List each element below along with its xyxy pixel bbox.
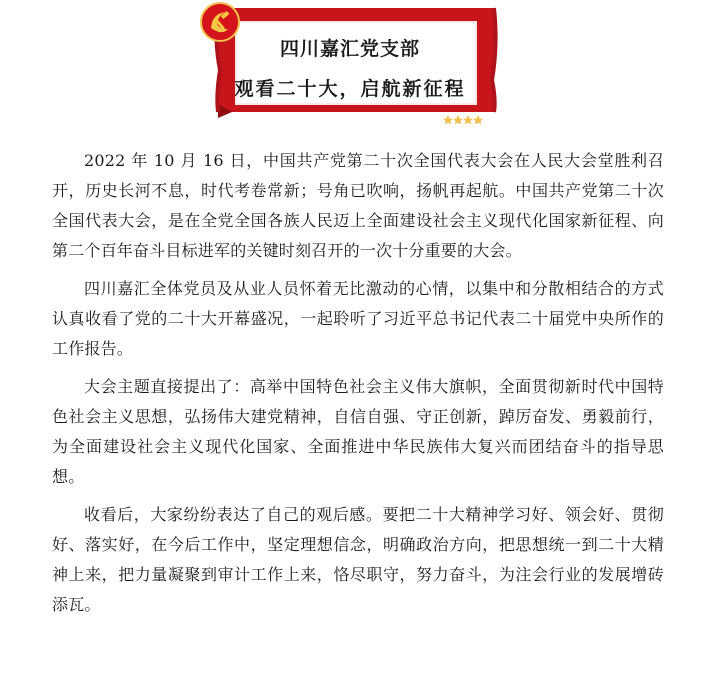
paragraph-3: 大会主题直接提出了：高举中国特色社会主义伟大旗帜，全面贯彻新时代中国特色社会主义思想，弘扬伟大建党精神，自信自强、守正创新，踔厉奋发、勇毅前行，为全面建设社会主义现代化国家、全面推进中华民族伟大复兴而团结奋斗的指导思想。 <box>52 377 664 486</box>
article-body <box>52 146 664 620</box>
header-banner <box>192 0 508 128</box>
paragraph-1: 2022 年 10 月 16 日，中国共产党第二十次全国代表大会在人民大会堂胜利召开，历史长河不息，时代考卷常新；号角已吹响，扬帆再起航。中国共产党第二十次全国代表大会，是在全党全国各族人民迈上全面建设社会主义现代化国家新征程、向第二个百年奋斗目标进军的关键时刻召开的一次十分重要的大会。 <box>52 151 664 260</box>
banner-subtitle: 观看二十大，启航新征程 <box>234 78 466 100</box>
paragraph-2: 四川嘉汇全体党员及从业人员怀着无比激动的心情，以集中和分散相结合的方式认真收看了党的二十大开幕盛况，一起聆听了习近平总书记代表二十届党中央所作的工作报告。 <box>52 279 664 358</box>
banner-graphic <box>192 0 508 128</box>
banner-title: 四川嘉汇党支部 <box>279 38 420 60</box>
decorative-stars-icon <box>443 115 483 124</box>
paragraph-4: 收看后，大家纷纷表达了自己的观后感。要把二十大精神学习好、领会好、贯彻好、落实好，在今后工作中，坚定理想信念，明确政治方向，把思想统一到二十大精神上来，把力量凝聚到审计工作上来，恪尽职守，努力奋斗，为注会行业的发展增砖添瓦。 <box>52 505 664 614</box>
